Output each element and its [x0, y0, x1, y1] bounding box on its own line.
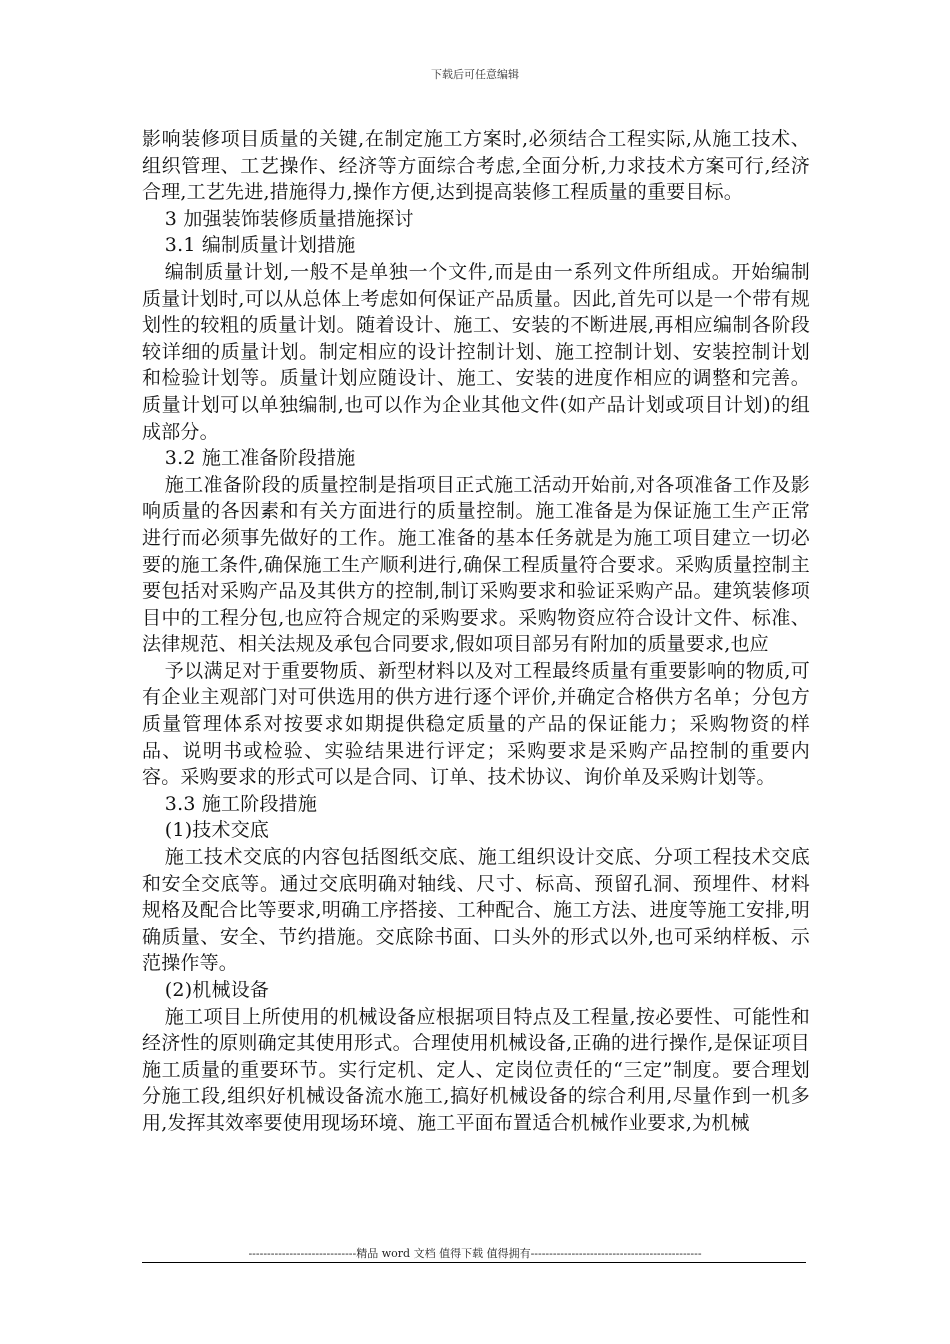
document-body [142, 126, 810, 1137]
footer-divider [142, 1262, 806, 1263]
section-heading-3-2: 3.2 施工准备阶段措施 [164, 447, 356, 470]
section-heading-3-3: 3.3 施工阶段措施 [164, 792, 318, 815]
paragraph-procurement: 予以满足对于重要物质、新型材料以及对工程最终质量有重要影响的物质,可有企业主观部门对可供选用的供方进行逐个评价,并确定合格供方名单；分包方质量管理体系对按要求如期提供稳定质量的产品的保证能力；采购物资的样品、说明书或检验、实验结果进行评定；采购要求是采购产品控制的重要内容。采购要求的形式可以是合同、订单、技术协议、询价单及采购计划等。 [142, 659, 810, 789]
page-footer: -----------------------------精品 word 文档 值得下载 值得拥有---------------------------------------------- [248, 1247, 702, 1260]
paragraph-technical-briefing: 施工技术交底的内容包括图纸交底、施工组织设计交底、分项工程技术交底和安全交底等。通过交底明确对轴线、尺寸、标高、预留孔洞、预埋件、材料规格及配合比等要求,明确工序搭接、工种配合、施工方法、进度等施工安排,明确质量、安全、节约措施。交底除书面、口头外的形式以外,也可采纳样板、示范操作等。 [142, 846, 810, 975]
section-heading-3: 3 加强装饰装修质量措施探讨 [164, 207, 414, 230]
paragraph-intro: 影响装修项目质量的关键,在制定施工方案时,必须结合工程实际,从施工技术、组织管理、工艺操作、经济等方面综合考虑,全面分析,力求技术方案可行,经济合理,工艺先进,措施得力,操作方便,达到提高装修工程质量的重要目标。 [142, 128, 810, 204]
paragraph-quality-plan: 编制质量计划,一般不是单独一个文件,而是由一系列文件所组成。开始编制质量计划时,可以从总体上考虑如何保证产品质量。因此,首先可以是一个带有规划性的较粗的质量计划。随着设计、施工、安装的不断进展,再相应编制各阶段较详细的质量计划。制定相应的设计控制计划、施工控制计划、安装控制计划和检验计划等。质量计划应随设计、施工、安装的进度作相应的调整和完善。质量计划可以单独编制,也可以作为企业其他文件(如产品计划或项目计划)的组成部分。 [142, 260, 810, 443]
subheading-machinery: (2)机械设备 [164, 979, 270, 1001]
subheading-technical-briefing: (1)技术交底 [164, 819, 270, 842]
paragraph-preparation: 施工准备阶段的质量控制是指项目正式施工活动开始前,对各项准备工作及影响质量的各因素和有关方面进行的质量控制。施工准备是为保证施工生产正常进行而必须事先做好的工作。施工准备的基本任务就是为施工项目建立一切必要的施工条件,确保施工生产顺利进行,确保工程质量符合要求。采购质量控制主要包括对采购产品及其供方的控制,制订采购要求和验证采购产品。建筑装修项目中的工程分包,也应符合规定的采购要求。采购物资应符合设计文件、标准、法律规范、相关法规及承包合同要求,假如项目部另有附加的质量要求,也应 [142, 473, 810, 656]
page-header: 下载后可任意编辑 [431, 68, 519, 81]
section-heading-3-1: 3.1 编制质量计划措施 [164, 234, 356, 257]
paragraph-machinery: 施工项目上所使用的机械设备应根据项目特点及工程量,按必要性、可能性和经济性的原则确定其使用形式。合理使用机械设备,正确的进行操作,是保证项目施工质量的重要环节。实行定机、定人、定岗位责任的“三定”制度。要合理划分施工段,组织好机械设备流水施工,搞好机械设备的综合利用,尽量作到一机多用,发挥其效率要使用现场环境、施工平面布置适合机械作业要求,为机械 [142, 1005, 810, 1134]
